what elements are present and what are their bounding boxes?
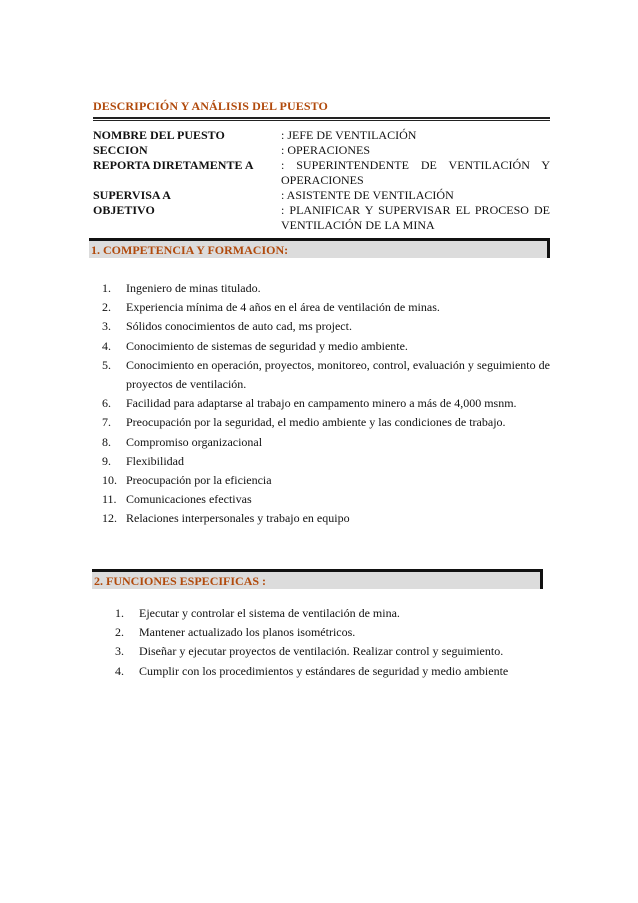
list-item — [102, 279, 550, 298]
list-item — [102, 471, 550, 490]
list-text: Cumplir con los procedimientos y estándares de seguridad y medio ambiente — [139, 663, 509, 678]
section-heading-competencia — [89, 238, 550, 258]
info-label: OBJETIVO — [93, 203, 155, 217]
page-title: DESCRIPCIÓN Y ANÁLISIS DEL PUESTO — [93, 99, 328, 113]
list-number: 3. — [115, 644, 124, 659]
list-number: 4. — [115, 663, 124, 678]
list-text: Flexibilidad — [126, 453, 184, 468]
info-row-seccion — [93, 143, 550, 158]
info-value: : PLANIFICAR Y SUPERVISAR EL PROCESO DE VENTILACIÓN DE LA MINA — [281, 203, 550, 232]
list-item — [102, 298, 550, 317]
list-text: Comunicaciones efectivas — [126, 492, 252, 507]
list-item — [102, 394, 550, 413]
list-item — [102, 509, 550, 528]
list-item — [102, 413, 550, 432]
info-value: : ASISTENTE DE VENTILACIÓN — [281, 188, 454, 202]
list-number: 6. — [102, 396, 111, 411]
list-number: 1. — [115, 606, 124, 620]
list-number: 12. — [102, 511, 117, 526]
list-number: 10. — [102, 473, 117, 488]
competencia-list — [102, 279, 550, 529]
info-row-objetivo — [93, 203, 550, 233]
list-text: Ejecutar y controlar el sistema de ventilación de mina. — [139, 606, 400, 620]
list-item — [115, 642, 550, 661]
title-divider — [93, 117, 550, 121]
list-item — [102, 490, 550, 509]
job-info-table — [93, 128, 550, 233]
info-label: SECCION — [93, 143, 148, 157]
list-text: Sólidos conocimientos de auto cad, ms project. — [126, 319, 352, 334]
list-number: 7. — [102, 415, 111, 430]
list-text: Experiencia mínima de 4 años en el área de ventilación de minas. — [126, 300, 440, 315]
list-number: 11. — [102, 492, 117, 507]
list-item — [115, 604, 550, 623]
list-text: Preocupación por la eficiencia — [126, 473, 272, 488]
list-item — [102, 337, 550, 356]
info-value: : JEFE DE VENTILACIÓN — [281, 128, 417, 142]
info-row-nombre — [93, 128, 550, 143]
list-number: 3. — [102, 319, 111, 334]
list-text: Conocimiento en operación, proyectos, monitoreo, control, evaluación y seguimiento de proyectos de ventilación. — [126, 357, 550, 392]
list-number: 2. — [102, 300, 111, 315]
list-item — [102, 433, 550, 452]
section-heading-funciones — [92, 569, 543, 589]
info-row-reporta — [93, 158, 550, 188]
list-text: Diseñar y ejecutar proyectos de ventilación. Realizar control y seguimiento. — [139, 644, 504, 659]
info-row-supervisa — [93, 188, 550, 203]
list-item — [102, 356, 550, 394]
info-label: SUPERVISA A — [93, 188, 171, 202]
info-label: REPORTA DIRETAMENTE A — [93, 158, 254, 172]
list-text: Preocupación por la seguridad, el medio ambiente y las condiciones de trabajo. — [126, 415, 506, 430]
list-text: Facilidad para adaptarse al trabajo en campamento minero a más de 4,000 msnm. — [126, 396, 517, 411]
list-item — [102, 452, 550, 471]
list-number: 4. — [102, 338, 111, 353]
list-item — [102, 317, 550, 336]
list-text: Ingeniero de minas titulado. — [126, 281, 261, 295]
section-heading-text: 2. FUNCIONES ESPECIFICAS : — [94, 574, 267, 588]
info-value: : OPERACIONES — [281, 143, 371, 157]
info-value: : SUPERINTENDENTE DE VENTILACIÓN Y OPERACIONES — [281, 158, 550, 187]
list-number: 8. — [102, 434, 111, 449]
list-text: Mantener actualizado los planos isométricos. — [139, 625, 356, 640]
list-item — [115, 662, 550, 681]
list-number: 2. — [115, 625, 124, 640]
list-item — [115, 623, 550, 642]
info-label: NOMBRE DEL PUESTO — [93, 128, 225, 142]
list-number: 1. — [102, 281, 111, 295]
list-number: 9. — [102, 453, 111, 468]
list-text: Relaciones interpersonales y trabajo en equipo — [126, 511, 350, 526]
section-heading-text: 1. COMPETENCIA Y FORMACION: — [91, 243, 289, 257]
list-text: Compromiso organizacional — [126, 434, 263, 449]
list-number: 5. — [102, 357, 111, 372]
funciones-list — [115, 604, 550, 681]
list-text: Conocimiento de sistemas de seguridad y medio ambiente. — [126, 338, 408, 353]
